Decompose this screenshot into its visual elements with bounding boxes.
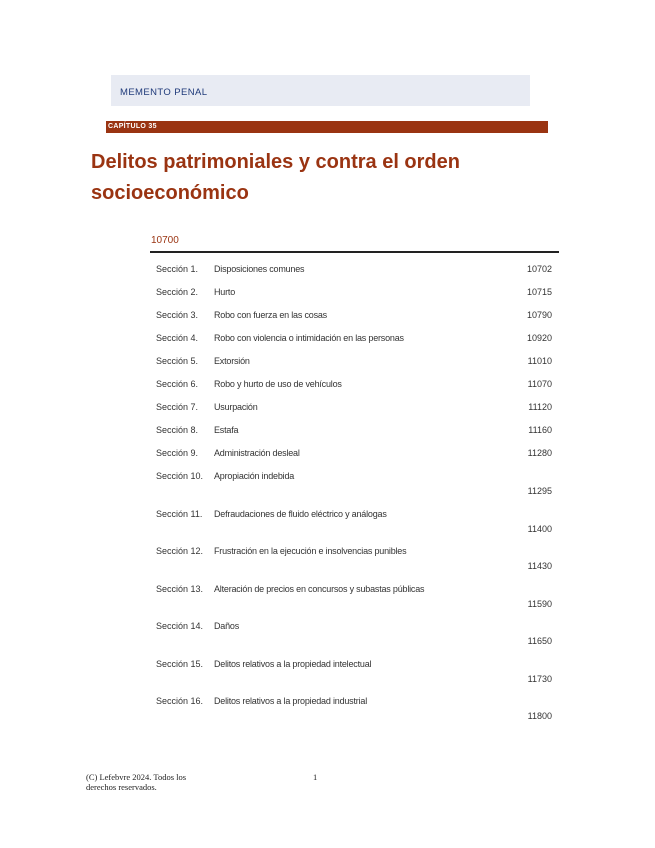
page-number: 1 [313,772,318,782]
toc-section: Sección 10. [156,471,204,481]
toc-section: Sección 2. [156,287,199,297]
toc-title: Daños [214,621,240,631]
toc-row[interactable] [150,505,559,543]
toc-number: 11800 [527,711,552,721]
toc-section: Sección 4. [156,333,199,343]
chapter-bar [106,121,548,133]
toc-title: Alteración de precios en concursos y subastas públicas [214,583,425,594]
toc-row[interactable] [150,467,559,505]
toc-row[interactable] [150,617,559,655]
toc-title: Extorsión [214,356,250,366]
toc-title: Hurto [214,287,236,297]
toc-row[interactable] [150,398,559,421]
footer-copyright: (C) Lefebvre 2024. Todos los derechos reservados. [86,772,187,792]
divider [150,251,559,253]
toc-number: 11730 [527,673,552,684]
toc-section: Sección 8. [156,425,199,435]
toc-number: 11590 [527,598,552,609]
toc-row[interactable] [150,692,559,730]
toc-number: 10715 [526,287,552,297]
toc-row[interactable] [150,306,559,329]
toc-section: Sección 16. [156,696,204,706]
toc-row[interactable] [150,352,559,375]
chapter-label: CAPÍTULO 35 [108,123,157,130]
toc-section: Sección 6. [156,379,199,389]
toc-section: Sección 9. [156,448,199,458]
toc-row[interactable] [150,444,559,467]
chapter-title: Delitos patrimoniales y contra el orden socioeconómico [91,151,460,204]
toc-section: Sección 7. [156,402,199,412]
toc-number: 11160 [528,425,552,435]
toc-title: Robo con violencia o intimidación en las personas [214,333,404,343]
toc-title: Delitos relativos a la propiedad intelectual [214,658,372,669]
toc-number: 11430 [527,561,552,571]
table-of-contents [150,260,559,730]
toc-section: Sección 14. [156,621,204,631]
toc-section: Sección 12. [156,546,204,556]
toc-title: Robo con fuerza en las cosas [214,310,327,320]
toc-number: 11280 [527,448,552,458]
running-header [111,75,530,106]
toc-title: Defraudaciones de fluido eléctrico y análogas [214,508,387,519]
toc-title: Estafa [214,425,239,435]
toc-row[interactable] [150,375,559,398]
toc-number: 10920 [526,333,552,343]
toc-title: Robo y hurto de uso de vehículos [214,379,342,389]
toc-row[interactable] [150,329,559,352]
toc-section: Sección 5. [156,356,199,366]
toc-row[interactable] [150,283,559,306]
marginal-number: 10700 [151,235,179,246]
toc-row[interactable] [150,542,559,580]
toc-section: Sección 15. [156,658,204,669]
toc-section: Sección 3. [156,310,199,320]
toc-row[interactable] [150,580,559,618]
toc-title: Usurpación [214,402,258,412]
toc-title: Disposiciones comunes [214,264,305,274]
toc-row[interactable] [150,421,559,444]
toc-number: 11650 [527,636,552,646]
toc-title: Frustración en la ejecución e insolvencias punibles [214,546,407,556]
toc-section: Sección 13. [156,583,204,594]
toc-number: 11010 [527,356,552,366]
running-header-label: MEMENTO PENAL [120,87,208,98]
toc-title: Delitos relativos a la propiedad industrial [214,696,367,706]
toc-title: Administración desleal [214,448,300,458]
toc-row[interactable] [150,655,559,693]
toc-number: 11120 [528,402,552,412]
toc-number: 11070 [527,379,552,389]
toc-number: 11400 [527,523,552,534]
toc-number: 10702 [526,264,552,274]
toc-title: Apropiación indebida [214,471,295,481]
toc-number: 11295 [527,486,552,496]
toc-section: Sección 1. [156,264,199,274]
toc-row[interactable] [150,260,559,283]
toc-section: Sección 11. [156,508,203,519]
toc-number: 10790 [526,310,552,320]
